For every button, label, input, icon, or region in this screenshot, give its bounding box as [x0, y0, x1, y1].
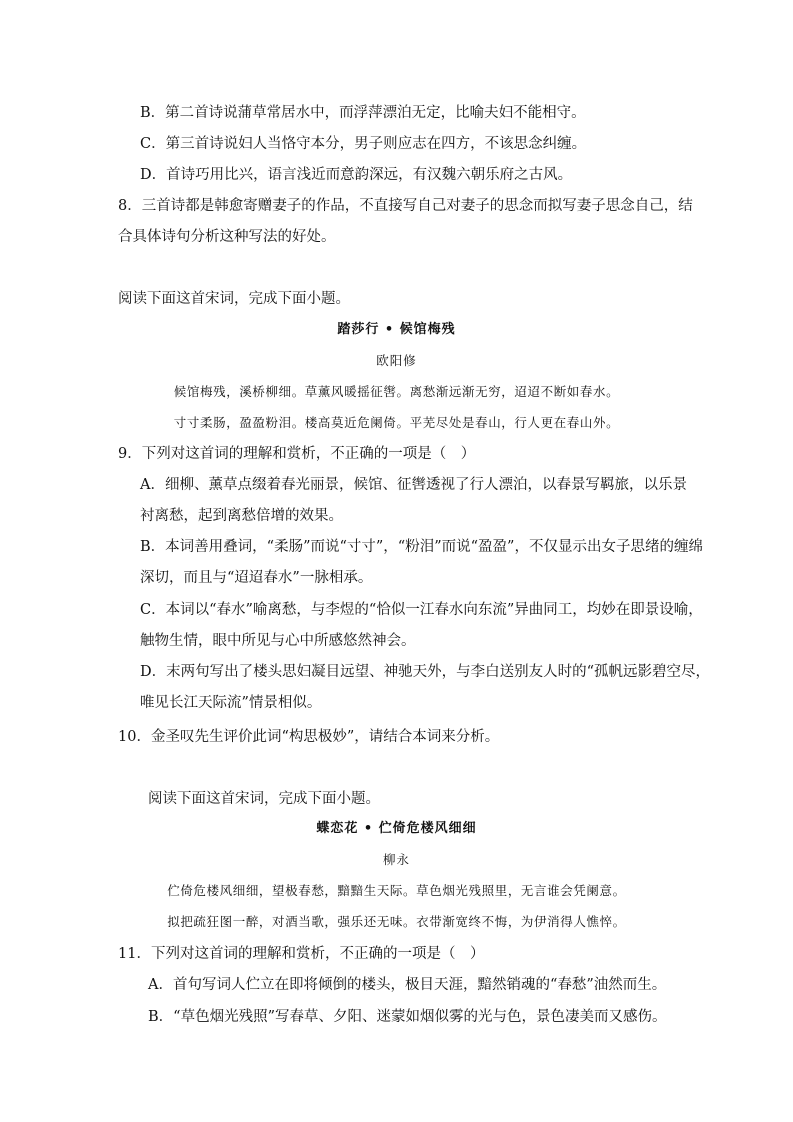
- q9-option-b-line1: B．本词善用叠词，“柔肠”而说“寸寸”，“粉泪”而说“盈盈”，不仅显示出女子思绪的缠绵: [140, 539, 703, 555]
- q10-stem: 10．金圣叹先生评价此词“构思极妙”，请结合本词来分析。: [118, 729, 500, 745]
- q11-stem: 11．下列对这首词的理解和赏析，不正确的一项是（ ）: [118, 946, 485, 962]
- section3-poem-line2: 拟把疏狂图一醉，对酒当歌，强乐还无味。衣带渐宽终不悔，为伊消得人憔悴。: [167, 914, 626, 929]
- section2-poem-author: 欧阳修: [376, 353, 417, 368]
- q8-stem-line1: 8．三首诗都是韩愈寄赠妻子的作品，不直接写自己对妻子的思念而拟写妻子思念自己，结: [118, 198, 693, 214]
- q9-option-b-line2: 深切，而且与“迢迢春水”一脉相承。: [140, 570, 373, 586]
- q7-option-b: B．第二首诗说蒲草常居水中，而浮萍漂泊无定，比喻夫妇不能相守。: [140, 105, 586, 121]
- section2-intro: 阅读下面这首宋词，完成下面小题。: [118, 291, 350, 307]
- q11-option-a: A．首句写词人伫立在即将倾倒的楼头，极目天涯，黯然销魂的“春愁”油然而生。: [148, 977, 667, 993]
- q8-stem-line2: 合具体诗句分析这种写法的好处。: [118, 229, 336, 245]
- q7-option-c: C．第三首诗说妇人当恪守本分，男子则应志在四方，不该思念纠缠。: [140, 136, 587, 152]
- section3-poem-author: 柳永: [382, 852, 410, 867]
- q9-option-a-line2: 衬离愁，起到离愁倍增的效果。: [140, 508, 343, 524]
- section2-poem-title: 踏莎行 • 候馆梅残: [337, 322, 456, 337]
- q9-option-d-line2: 唯见长江天际流”情景相似。: [140, 695, 322, 711]
- q9-option-c-line2: 触物生情，眼中所见与心中所感悠然神会。: [140, 633, 416, 649]
- section3-poem-line1: 伫倚危楼风细细，望极春愁，黯黯生天际。草色烟光残照里，无言谁会凭阑意。: [167, 883, 626, 898]
- q9-option-c-line1: C．本词以“春水”喻离愁，与李煜的“恰似一江春水向东流”异曲同工，均妙在即景设喻，: [140, 602, 703, 618]
- q7-option-d: D．首诗巧用比兴，语言浅近而意韵深远，有汉魏六朝乐府之古风。: [140, 167, 573, 183]
- q9-option-a-line1: A．细柳、薰草点缀着春光丽景，候馆、征辔透视了行人漂泊，以春景写羁旅，以乐景: [140, 477, 687, 493]
- section2-poem-line1: 候馆梅残，溪桥柳细。草薰风暖摇征辔。离愁渐远渐无穷，迢迢不断如春水。: [173, 384, 620, 399]
- section2-poem-line2: 寸寸柔肠，盈盈粉泪。楼高莫近危阑倚。平芜尽处是春山，行人更在春山外。: [173, 415, 620, 430]
- section3-poem-title: 蝶恋花 • 伫倚危楼风细细: [316, 821, 477, 836]
- q9-option-d-line1: D．末两句写出了楼头思妇凝目远望、神驰天外，与李白送别友人时的“孤帆远影碧空尽，: [140, 664, 711, 680]
- section3-intro: 阅读下面这首宋词，完成下面小题。: [148, 791, 380, 807]
- q11-option-b: B．“草色烟光残照”写春草、夕阳、迷蒙如烟似雾的光与色，景色凄美而又感伤。: [148, 1009, 667, 1025]
- q9-stem: 9．下列对这首词的理解和赏析，不正确的一项是（ ）: [118, 446, 476, 462]
